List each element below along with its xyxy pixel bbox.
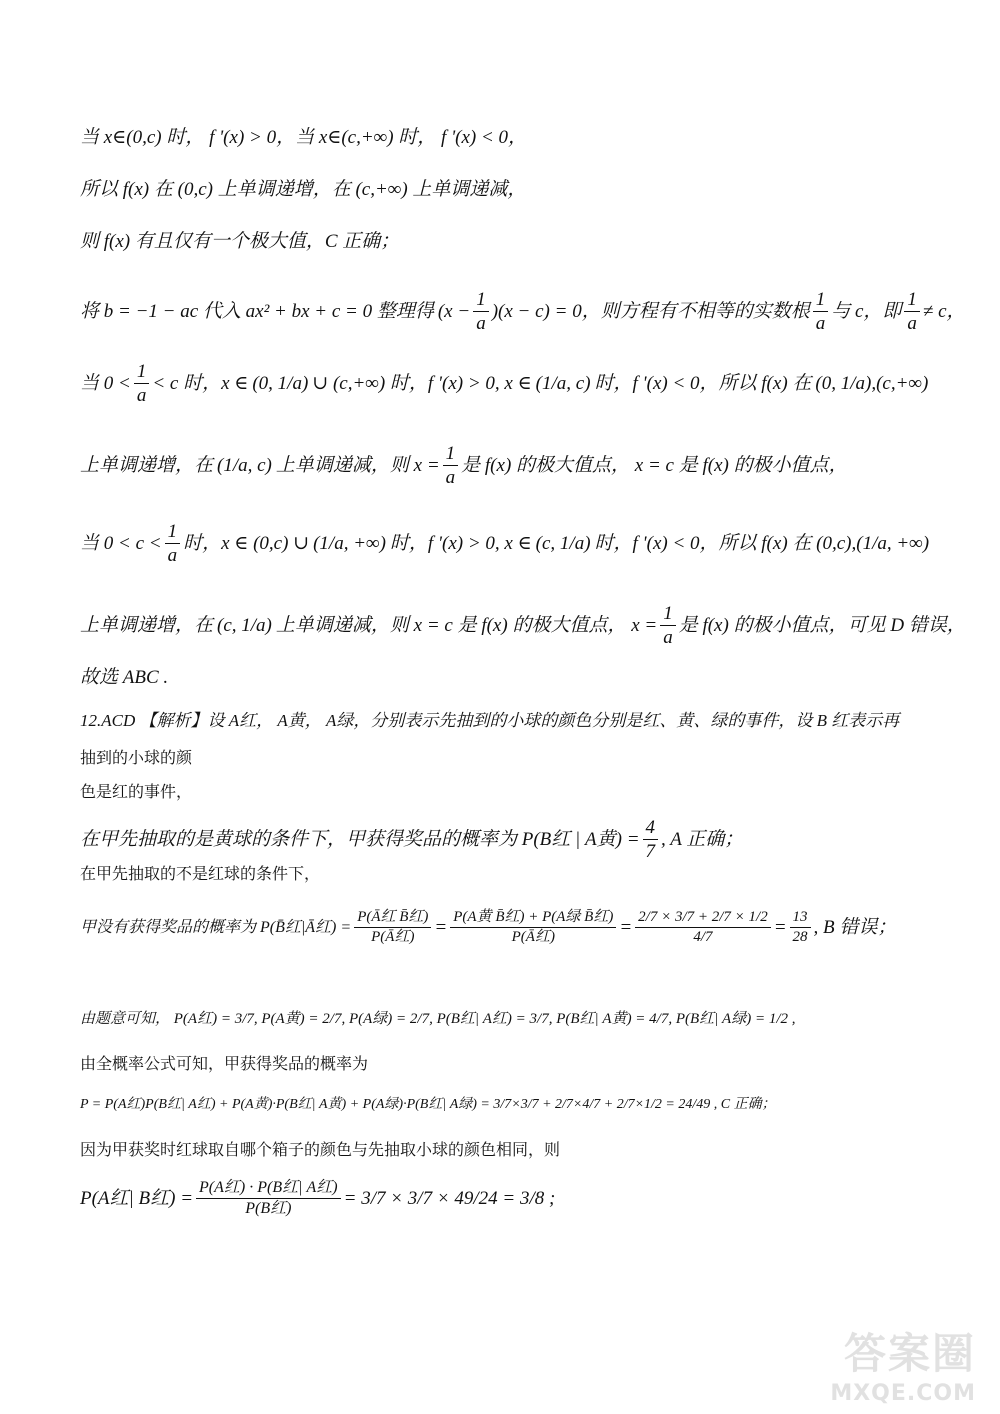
text-line-12 bbox=[80, 784, 192, 800]
fraction-20: $\frac{\text{P(A红) · P(B红| A红)}}{\text{P(B红)}}$ bbox=[196, 1180, 341, 1217]
fraction-15-3: $\frac{2/7 \times 3/7 + 2/7 \times 1/2}{4/7}$ bbox=[635, 910, 771, 945]
text-line-11 bbox=[80, 750, 192, 766]
line-17-text: 由全概率公式可知，甲获得奖品的概率为 bbox=[80, 1054, 369, 1073]
line-7-interval-1: (1/a, +∞) bbox=[313, 533, 386, 554]
text-line-9 bbox=[80, 668, 168, 687]
line-7-part-c: 时，f '(x) > 0, x ∈ bbox=[389, 533, 532, 554]
line-7-interval-2: (c, 1/a) bbox=[535, 533, 591, 554]
fraction-4-over-7: $\frac{4}{7}$ bbox=[643, 818, 659, 861]
text-line-13 bbox=[80, 818, 743, 861]
line-13-part-b: , A 正确； bbox=[661, 829, 744, 850]
text-line-5 bbox=[80, 362, 928, 405]
line-15-eq-1: = bbox=[434, 917, 448, 938]
line-7-part-b: 时，x ∈ (0,c) ∪ bbox=[183, 533, 310, 554]
fraction-1-over-a-7: $\frac{1}{a}$ bbox=[165, 522, 181, 565]
fraction-15-4: $\frac{13}{28}$ bbox=[790, 910, 811, 945]
line-20-part-a: P(A红| B红) = bbox=[80, 1188, 194, 1209]
text-line-20 bbox=[80, 1180, 555, 1217]
line-5-part-c: ∪ (c,+∞) 时，f '(x) > 0, x ∈ bbox=[312, 373, 532, 394]
line-7-part-d: 时，f '(x) < 0，所以 f(x) 在 (0,c), bbox=[594, 533, 857, 554]
line-4-paren-close: ) bbox=[491, 301, 499, 322]
watermark bbox=[796, 1326, 976, 1406]
text-line-16 bbox=[80, 1012, 796, 1027]
line-4-part-b: (x − c) = 0，则方程有不相等的实数根 bbox=[498, 301, 810, 322]
line-6-part-b: 上单调递减，则 x = bbox=[275, 455, 440, 476]
line-4-part-c: 与 c，即 bbox=[831, 301, 902, 322]
fraction-1-over-a-3: $\frac{1}{a}$ bbox=[904, 290, 920, 333]
line-1-text: 当 x∈(0,c) 时， f '(x) > 0，当 x∈(c,+∞) 时， f '(x) < 0， bbox=[80, 127, 528, 148]
line-5-part-d: 时，f '(x) < 0，所以 f(x) 在 bbox=[594, 373, 812, 394]
text-line-3 bbox=[80, 232, 399, 251]
fraction-15-2: $\frac{\text{P(A黄 B̄红) + P(A绿 B̄红)}}{\text{P(Ā红)}}$ bbox=[450, 910, 616, 945]
fraction-15-1: $\frac{\text{P(Ā红 B̄红)}}{\text{P(Ā红)}}$ bbox=[354, 910, 431, 945]
line-8-part-b: 上单调递减，则 x = c 是 f(x) 的极大值点， x = bbox=[275, 615, 658, 636]
line-5-interval-1: (0, 1/a) bbox=[252, 373, 309, 394]
line-15-part-a: 甲没有获得奖品的概率为 P(B̄红|Ā红) = bbox=[80, 918, 352, 936]
line-5-interval-2: (1/a, c) bbox=[535, 373, 591, 394]
text-line-14 bbox=[80, 866, 320, 882]
text-line-1 bbox=[80, 128, 527, 147]
line-8-part-c: 是 f(x) 的极小值点，可见 D 错误， bbox=[678, 615, 966, 636]
text-line-6 bbox=[80, 444, 848, 487]
line-5-interval-3: (0, 1/a) bbox=[815, 373, 872, 394]
fraction-1-over-a-8: $\frac{1}{a}$ bbox=[660, 604, 676, 647]
text-line-2 bbox=[80, 180, 526, 199]
line-16-text: 由题意可知， P(A红) = 3/7, P(A黄) = 2/7, P(A绿) = 2/7, P(B红| A红) = 3/7, P(B红| A黄) = 4/7, P(B红| A绿) = 1/2 , bbox=[80, 1011, 796, 1027]
line-9-text: 故选 ABC . bbox=[80, 667, 169, 688]
line-15-eq-2: = bbox=[619, 917, 633, 938]
text-line-7 bbox=[80, 522, 929, 565]
line-14-text: 在甲先抽取的不是红球的条件下， bbox=[80, 864, 321, 883]
text-line-18 bbox=[80, 1098, 776, 1112]
line-10-text: 12.ACD 【解析】设 A红， A黄， A绿，分别表示先抽到的小球的颜色分别是红、黄、绿的事件，设 B 红表示再 bbox=[80, 711, 900, 730]
line-15-eq-3: = bbox=[773, 917, 787, 938]
line-12-text: 色是红的事件， bbox=[80, 782, 193, 801]
text-line-17 bbox=[80, 1056, 368, 1072]
line-4-part-d: ≠ c， bbox=[922, 301, 966, 322]
line-7-interval-3: (1/a, +∞) bbox=[856, 533, 930, 554]
line-6-interval: (1/a, c) bbox=[217, 455, 272, 476]
line-6-part-c: 是 f(x) 的极大值点， x = c 是 f(x) 的极小值点， bbox=[461, 455, 848, 476]
line-13-part-a: 在甲先抽取的是黄球的条件下，甲获得奖品的概率为 P(B红 | A黄) = bbox=[80, 829, 640, 850]
line-20-part-b: = 3/7 × 3/7 × 49/24 = 3/8 ; bbox=[343, 1188, 556, 1209]
text-line-8 bbox=[80, 604, 966, 647]
fraction-1-over-a-2: $\frac{1}{a}$ bbox=[813, 290, 829, 333]
line-11-text: 抽到的小球的颜 bbox=[80, 748, 193, 767]
line-19-text: 因为甲获奖时红球取自哪个箱子的颜色与先抽取小球的颜色相同，则 bbox=[80, 1140, 561, 1159]
line-15-part-e: , B 错误； bbox=[813, 917, 897, 938]
text-line-15 bbox=[80, 910, 896, 945]
fraction-1-over-a-5a: $\frac{1}{a}$ bbox=[134, 362, 150, 405]
fraction-1-over-a-6: $\frac{1}{a}$ bbox=[443, 444, 459, 487]
text-line-4 bbox=[80, 290, 966, 333]
line-5-part-e: ,(c,+∞) bbox=[871, 373, 929, 394]
line-7-part-a: 当 0 < c < bbox=[80, 533, 162, 554]
line-5-part-a: 当 0 < bbox=[80, 373, 131, 394]
line-2-text: 所以 f(x) 在 (0,c) 上单调递增，在 (c,+∞) 上单调递减， bbox=[80, 179, 527, 200]
fraction-1-over-a: $\frac{1}{a}$ bbox=[473, 290, 489, 333]
text-line-19 bbox=[80, 1142, 560, 1158]
line-4-paren: (x − bbox=[437, 301, 471, 322]
line-4-part-a: 将 b = −1 − ac 代入 ax² + bx + c = 0 整理得 bbox=[80, 301, 434, 322]
line-6-part-a: 上单调递增，在 bbox=[80, 455, 214, 476]
watermark-logo: 答案圈 bbox=[843, 1329, 976, 1378]
text-line-10 bbox=[80, 712, 899, 729]
line-18-text: P = P(A红)P(B红| A红) + P(A黄)·P(B红| A黄) + P(A绿)·P(B红| A绿) = 3/7×3/7 + 2/7×4/7 + 2/7×1/2 = 24/49 , C 正确； bbox=[80, 1097, 776, 1112]
line-3-text: 则 f(x) 有且仅有一个极大值，C 正确； bbox=[80, 231, 400, 252]
line-8-interval: (c, 1/a) bbox=[217, 615, 272, 636]
line-5-part-b: < c 时，x ∈ bbox=[152, 373, 249, 394]
line-8-part-a: 上单调递增，在 bbox=[80, 615, 214, 636]
watermark-url: MXQE.COM bbox=[830, 1381, 976, 1406]
